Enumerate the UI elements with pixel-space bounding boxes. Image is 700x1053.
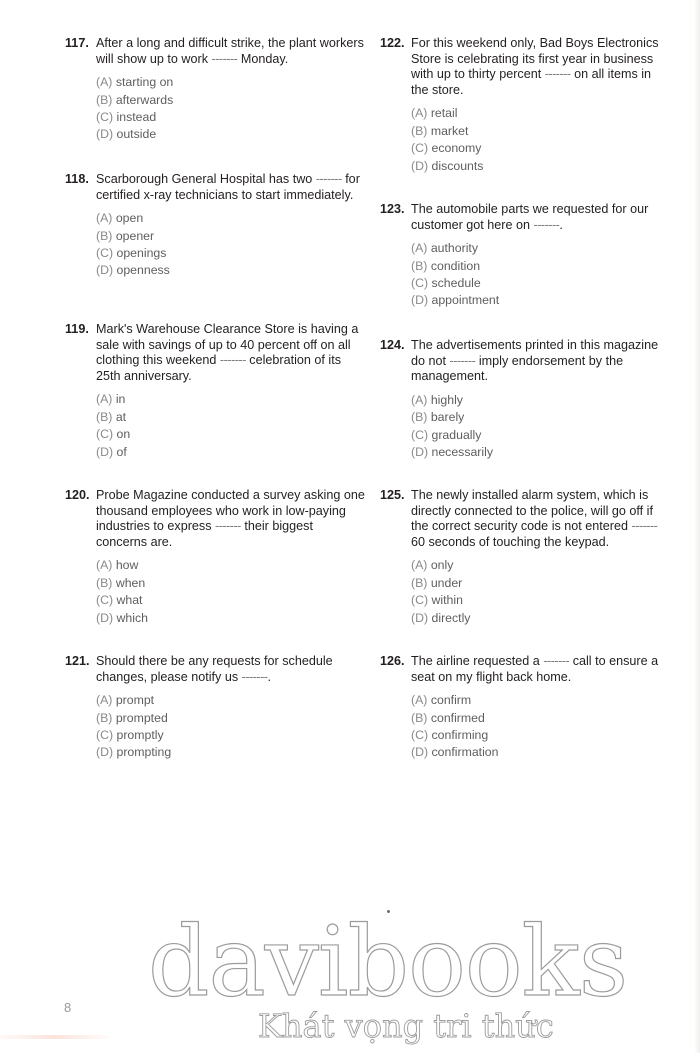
- page-number: 8: [64, 1000, 72, 1015]
- option-letter: (A): [411, 392, 428, 407]
- option-letter: (A): [96, 392, 113, 407]
- option-text: openness: [116, 263, 170, 278]
- option-b[interactable]: [411, 575, 670, 592]
- watermark-tagline: Khát vọng tri thức: [258, 1007, 554, 1045]
- option-letter: (C): [96, 728, 114, 742]
- option-text: of: [116, 444, 127, 459]
- answer-options: [380, 240, 670, 310]
- stem-text-before: The automobile parts we requested for our customer got here on: [411, 202, 649, 232]
- option-text: prompt: [115, 693, 155, 708]
- option-c[interactable]: [411, 592, 670, 609]
- question-number: 122.: [380, 36, 405, 50]
- option-letter: (D): [96, 745, 114, 760]
- question-number: 117.: [65, 36, 89, 50]
- option-letter: (B): [96, 228, 113, 243]
- option-letter: (B): [96, 409, 113, 424]
- question-number: 121.: [65, 654, 90, 668]
- answer-options: [65, 692, 365, 762]
- stem-text-after: for certified x-ray technicians to start immediately.: [96, 172, 360, 202]
- option-text: promptly: [116, 728, 164, 742]
- option-letter: (A): [411, 693, 428, 708]
- stem-text-before: Probe Magazine conducted a survey asking one thousand employees who work in low-paying industries to express: [96, 488, 365, 534]
- option-letter: (D): [411, 158, 429, 173]
- option-a[interactable]: [96, 74, 365, 91]
- question-stem: [380, 654, 670, 685]
- option-b[interactable]: [411, 123, 670, 140]
- option-a[interactable]: [411, 240, 670, 257]
- question-stem: [380, 488, 670, 550]
- option-d[interactable]: [96, 126, 365, 143]
- blank-marker: -------: [215, 519, 241, 534]
- stem-text-before: For this weekend only, Bad Boys Electronics Store is celebrating its first year in business with up to thirty percent: [411, 36, 659, 82]
- question-number: 119.: [65, 322, 89, 336]
- option-letter: (A): [96, 75, 113, 90]
- option-text: openings: [116, 246, 167, 260]
- watermark-brand: davibooks: [148, 906, 628, 1018]
- option-text: barely: [430, 410, 465, 425]
- option-text: under: [430, 575, 463, 590]
- option-a[interactable]: [96, 391, 365, 408]
- option-letter: (D): [96, 263, 114, 278]
- option-d[interactable]: [411, 610, 670, 627]
- scan-tint: [0, 1035, 110, 1039]
- option-text: appointment: [431, 293, 500, 308]
- stem-text-after: their biggest concerns are.: [96, 519, 313, 549]
- question-stem: [65, 488, 365, 550]
- option-letter: (A): [96, 558, 113, 573]
- blank-marker: -------: [533, 217, 560, 232]
- option-a[interactable]: [96, 210, 365, 227]
- question-stem: [65, 172, 365, 203]
- question-120: [65, 488, 365, 627]
- question-number: 125.: [380, 488, 405, 502]
- option-letter: (B): [411, 258, 428, 273]
- question-number: 120.: [65, 488, 90, 502]
- option-text: confirm: [430, 693, 472, 708]
- option-c[interactable]: [96, 592, 365, 609]
- stem-text-before: The advertisements printed in this magazine do not: [411, 338, 659, 368]
- question-121: [65, 654, 365, 762]
- question-stem: [65, 322, 365, 384]
- question-number: 118.: [65, 172, 89, 186]
- question-122: [380, 36, 670, 175]
- question-124: [380, 338, 670, 461]
- stem-text-after: .: [267, 669, 271, 684]
- option-a[interactable]: [411, 557, 670, 574]
- option-letter: (C): [411, 593, 429, 608]
- option-letter: (B): [96, 92, 113, 107]
- blank-marker: -------: [219, 353, 246, 368]
- option-b[interactable]: [96, 710, 365, 727]
- option-text: afterwards: [115, 92, 174, 107]
- option-text: prompted: [115, 710, 168, 725]
- answer-options: [65, 74, 365, 144]
- option-b[interactable]: [96, 409, 365, 426]
- option-c[interactable]: [96, 245, 365, 262]
- option-letter: (C): [411, 276, 429, 290]
- question-125: [380, 488, 670, 627]
- option-c[interactable]: [411, 427, 670, 444]
- stem-text-after: on all items in the store.: [411, 67, 652, 97]
- option-b[interactable]: [96, 228, 365, 245]
- stem-text-before: Scarborough General Hospital has two: [96, 172, 313, 186]
- answer-options: [380, 557, 670, 627]
- option-letter: (C): [96, 246, 114, 260]
- option-d[interactable]: [411, 292, 670, 309]
- answer-options: [380, 392, 670, 462]
- question-117: [65, 36, 365, 144]
- blank-marker: -------: [315, 172, 342, 186]
- option-letter: (D): [411, 610, 429, 625]
- question-number: 124.: [380, 338, 405, 352]
- option-text: starting on: [115, 75, 174, 90]
- option-letter: (D): [411, 445, 429, 459]
- page-edge-shadow: [694, 0, 700, 1053]
- option-d[interactable]: [411, 444, 670, 461]
- option-a[interactable]: [96, 692, 365, 709]
- option-text: instead: [116, 110, 157, 124]
- option-c[interactable]: [411, 140, 670, 157]
- option-text: outside: [116, 127, 157, 142]
- option-text: directly: [431, 610, 471, 625]
- stem-text-before: The newly installed alarm system, which is directly connected to the police, will go off if the correct security code is not entered: [411, 488, 653, 534]
- question-stem: [380, 36, 670, 98]
- option-letter: (B): [411, 575, 428, 590]
- option-text: which: [116, 610, 148, 625]
- option-letter: (A): [96, 211, 113, 226]
- option-d[interactable]: [411, 158, 670, 175]
- option-text: confirmed: [430, 710, 485, 725]
- option-text: only: [430, 558, 454, 573]
- option-c[interactable]: [411, 275, 670, 292]
- stem-text-after: Monday.: [240, 51, 289, 66]
- option-text: market: [430, 123, 469, 138]
- question-119: [65, 322, 365, 461]
- option-c[interactable]: [96, 727, 365, 744]
- option-text: within: [431, 593, 463, 608]
- stem-text-after: call to ensure a seat on my flight back home.: [411, 654, 659, 684]
- option-text: necessarily: [431, 445, 494, 459]
- option-letter: (A): [411, 106, 428, 121]
- option-text: confirming: [431, 728, 489, 742]
- stem-text-after: celebration of its 25th anniversary.: [96, 353, 341, 383]
- option-text: confirmation: [431, 745, 499, 760]
- option-a[interactable]: [411, 105, 670, 122]
- option-letter: (D): [96, 444, 114, 459]
- blank-marker: -------: [211, 51, 238, 66]
- option-c[interactable]: [96, 109, 365, 126]
- option-text: at: [115, 409, 127, 424]
- option-a[interactable]: [411, 692, 670, 709]
- stem-text-after: .: [559, 217, 563, 232]
- option-text: condition: [430, 258, 481, 273]
- option-d[interactable]: [411, 744, 670, 761]
- option-letter: (C): [96, 593, 114, 608]
- option-d[interactable]: [96, 610, 365, 627]
- option-text: highly: [430, 392, 463, 407]
- question-stem: [380, 338, 670, 385]
- option-letter: (A): [96, 693, 113, 708]
- option-letter: (C): [411, 427, 429, 442]
- option-letter: (C): [411, 141, 429, 156]
- answer-options: [380, 692, 670, 762]
- option-text: economy: [431, 141, 482, 156]
- option-letter: (B): [96, 575, 113, 590]
- stem-text-before: After a long and difficult strike, the plant workers will show up to work: [96, 36, 364, 66]
- option-text: schedule: [431, 276, 481, 290]
- question-126: [380, 654, 670, 762]
- option-letter: (C): [411, 728, 429, 742]
- option-text: gradually: [431, 427, 482, 442]
- option-text: when: [115, 575, 146, 590]
- option-letter: (C): [96, 110, 114, 124]
- option-letter: (B): [411, 410, 428, 425]
- question-stem: [65, 36, 365, 67]
- blank-marker: -------: [543, 654, 570, 668]
- option-letter: (C): [96, 427, 114, 442]
- option-text: opener: [115, 228, 155, 243]
- option-text: what: [116, 593, 143, 608]
- stem-text-before: Should there be any requests for schedule changes, please notify us: [96, 654, 333, 684]
- option-letter: (B): [411, 123, 428, 138]
- option-d[interactable]: [96, 444, 365, 461]
- question-123: [380, 202, 670, 310]
- option-letter: (D): [96, 127, 114, 142]
- option-c[interactable]: [411, 727, 670, 744]
- option-b[interactable]: [411, 409, 670, 426]
- blank-marker: -------: [544, 67, 571, 82]
- option-d[interactable]: [96, 744, 365, 761]
- option-text: discounts: [431, 158, 484, 173]
- option-a[interactable]: [96, 557, 365, 574]
- question-number: 123.: [380, 202, 405, 216]
- option-letter: (D): [411, 293, 429, 308]
- answer-options: [65, 557, 365, 627]
- option-letter: (D): [411, 745, 429, 760]
- question-stem: [65, 654, 365, 685]
- option-d[interactable]: [96, 262, 365, 279]
- option-b[interactable]: [96, 575, 365, 592]
- option-b[interactable]: [411, 258, 670, 275]
- question-118: [65, 172, 365, 280]
- blank-marker: -------: [449, 353, 476, 368]
- stem-text-before: The airline requested a: [411, 654, 540, 668]
- option-text: open: [115, 211, 144, 226]
- option-letter: (A): [411, 241, 428, 256]
- option-text: authority: [430, 241, 478, 256]
- option-text: prompting: [116, 745, 172, 760]
- stem-text-before: Mark's Warehouse Clearance Store is having a sale with savings of up to 40 percent off on all clothing this weekend: [96, 322, 359, 368]
- option-b[interactable]: [96, 92, 365, 109]
- answer-options: [65, 210, 365, 280]
- option-text: retail: [430, 106, 458, 121]
- question-stem: [380, 202, 670, 233]
- option-text: how: [115, 558, 139, 573]
- answer-options: [380, 105, 670, 175]
- option-letter: (B): [411, 710, 428, 725]
- question-number: 126.: [380, 654, 405, 668]
- option-letter: (D): [96, 610, 114, 625]
- blank-marker: -------: [241, 669, 268, 684]
- option-b[interactable]: [411, 710, 670, 727]
- stem-text-after: imply endorsement by the management.: [411, 353, 624, 384]
- blank-marker: -------: [631, 519, 658, 534]
- stem-text-after: 60 seconds of touching the keypad.: [411, 534, 610, 549]
- option-text: on: [116, 427, 131, 442]
- option-letter: (B): [96, 710, 113, 725]
- option-a[interactable]: [411, 392, 670, 409]
- option-text: in: [115, 392, 126, 407]
- option-letter: (A): [411, 558, 428, 573]
- answer-options: [65, 391, 365, 461]
- option-c[interactable]: [96, 426, 365, 443]
